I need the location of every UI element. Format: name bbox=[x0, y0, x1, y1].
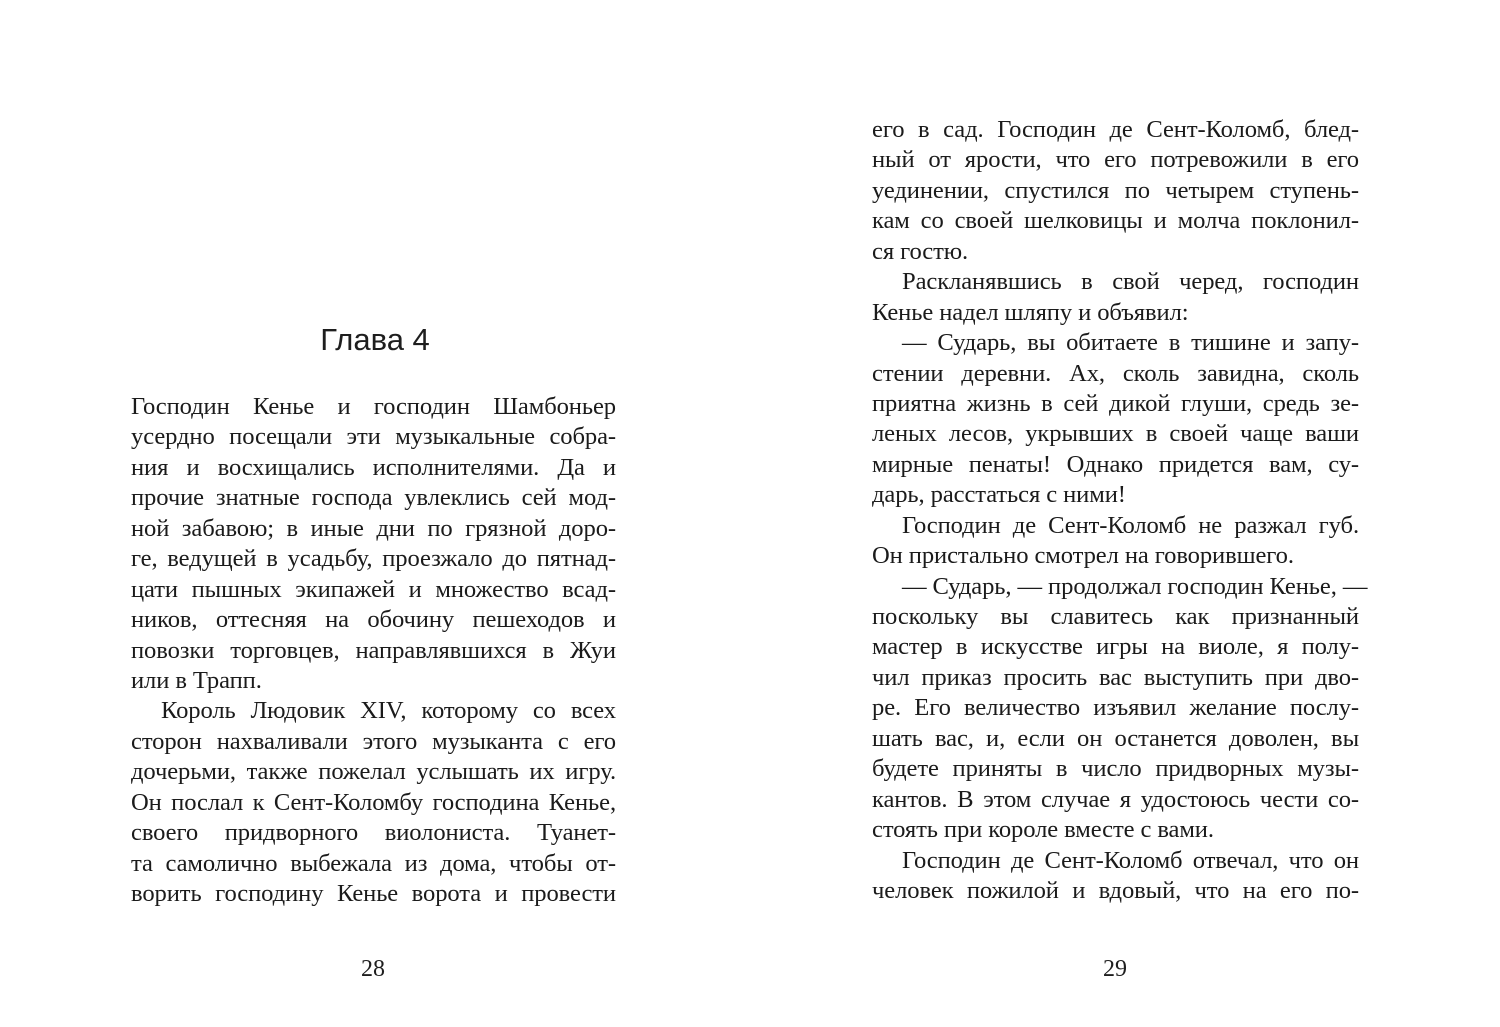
text-line: его в сад. Господин де Сент-Коломб, блед- bbox=[872, 116, 1359, 143]
text-line: леных лесов, укрывших в своей чаще ваши bbox=[872, 420, 1359, 448]
text-line: та самолично выбежала из дома, чтобы от- bbox=[131, 849, 616, 877]
text-line: цати пышных экипажей и множество всад- bbox=[131, 575, 616, 603]
text-line: мирные пенаты! Однако придется вам, су- bbox=[872, 450, 1359, 478]
text-line: будете приняты в число придворных музы- bbox=[872, 755, 1359, 783]
text-line: кантов. В этом случае я удостоюсь чести со- bbox=[872, 785, 1359, 813]
text-line: усердно посещали эти музыкальные собра- bbox=[131, 423, 616, 451]
text-line: поскольку вы славитесь как признанный bbox=[872, 603, 1359, 630]
text-line: Господин де Сент-Коломб не разжал губ. bbox=[902, 511, 1359, 539]
text-line: стении деревни. Ах, сколь завидна, сколь bbox=[872, 359, 1359, 387]
text-line: стоять при короле вместе с вами. bbox=[872, 816, 1214, 844]
left-page-text bbox=[131, 392, 616, 909]
text-line: ной забавою; в иные дни по грязной доро- bbox=[131, 514, 616, 542]
text-line: — Сударь, вы обитаете в тишине и запу- bbox=[902, 329, 1359, 357]
right-page bbox=[750, 0, 1500, 1027]
text-line: своего придворного виолониста. Туанет- bbox=[131, 819, 616, 847]
text-line: Господин Кенье и господин Шамбоньер bbox=[131, 393, 616, 420]
text-line: ников, оттесняя на обочину пешеходов и bbox=[131, 606, 616, 634]
text-line: шать вас, и, если он останется доволен, вы bbox=[872, 724, 1359, 752]
text-line: человек пожилой и вдовый, что на его по- bbox=[872, 876, 1359, 904]
text-line: уединении, спустился по четырем ступень- bbox=[872, 176, 1359, 204]
text-line: прочие знатные господа увлеклись сей мод- bbox=[131, 484, 616, 512]
text-line: дочерьми, также пожелал услышать их игру. bbox=[131, 758, 616, 786]
page-number: 28 bbox=[361, 956, 385, 982]
text-line: приятна жизнь в сей дикой глуши, средь зе- bbox=[872, 389, 1359, 417]
text-line: дарь, расстаться с ними! bbox=[872, 481, 1126, 509]
text-line: ся гостю. bbox=[872, 237, 969, 265]
text-line: или в Трапп. bbox=[131, 666, 262, 694]
text-line: Раскланявшись в свой черед, господин bbox=[902, 268, 1359, 296]
text-line: ния и восхищались исполнителями. Да и bbox=[131, 453, 616, 481]
text-line: кам со своей шелковицы и молча поклонил- bbox=[872, 207, 1359, 235]
chapter-title: Глава 4 bbox=[320, 322, 430, 357]
text-line: Король Людовик XIV, которому со всех bbox=[161, 697, 616, 725]
text-line: ный от ярости, что его потревожили в его bbox=[872, 146, 1359, 174]
right-page-text bbox=[872, 115, 1368, 906]
text-line: сторон нахваливали этого музыканта с его bbox=[131, 727, 616, 755]
text-line: чил приказ просить вас выступить при дво- bbox=[872, 663, 1359, 691]
text-line: Он послал к Сент-Коломбу господина Кенье, bbox=[131, 788, 616, 816]
text-line: мастер в искусстве игры на виоле, я полу- bbox=[872, 633, 1359, 661]
text-line: ворить господину Кенье ворота и провести bbox=[131, 880, 616, 907]
text-line: ге, ведущей в усадьбу, проезжало до пятнад- bbox=[131, 545, 616, 573]
text-line: повозки торговцев, направлявшихся в Жуи bbox=[131, 636, 616, 664]
text-line: Господин де Сент-Коломб отвечал, что он bbox=[902, 846, 1359, 874]
text-line: Кенье надел шляпу и объявил: bbox=[872, 298, 1189, 326]
page-number: 29 bbox=[1103, 956, 1127, 982]
text-line: Он пристально смотрел на говорившего. bbox=[872, 542, 1294, 570]
text-line: ре. Его величество изъявил желание послу- bbox=[872, 694, 1359, 722]
text-line: — Сударь, — продолжал господин Кенье, — bbox=[902, 572, 1368, 600]
